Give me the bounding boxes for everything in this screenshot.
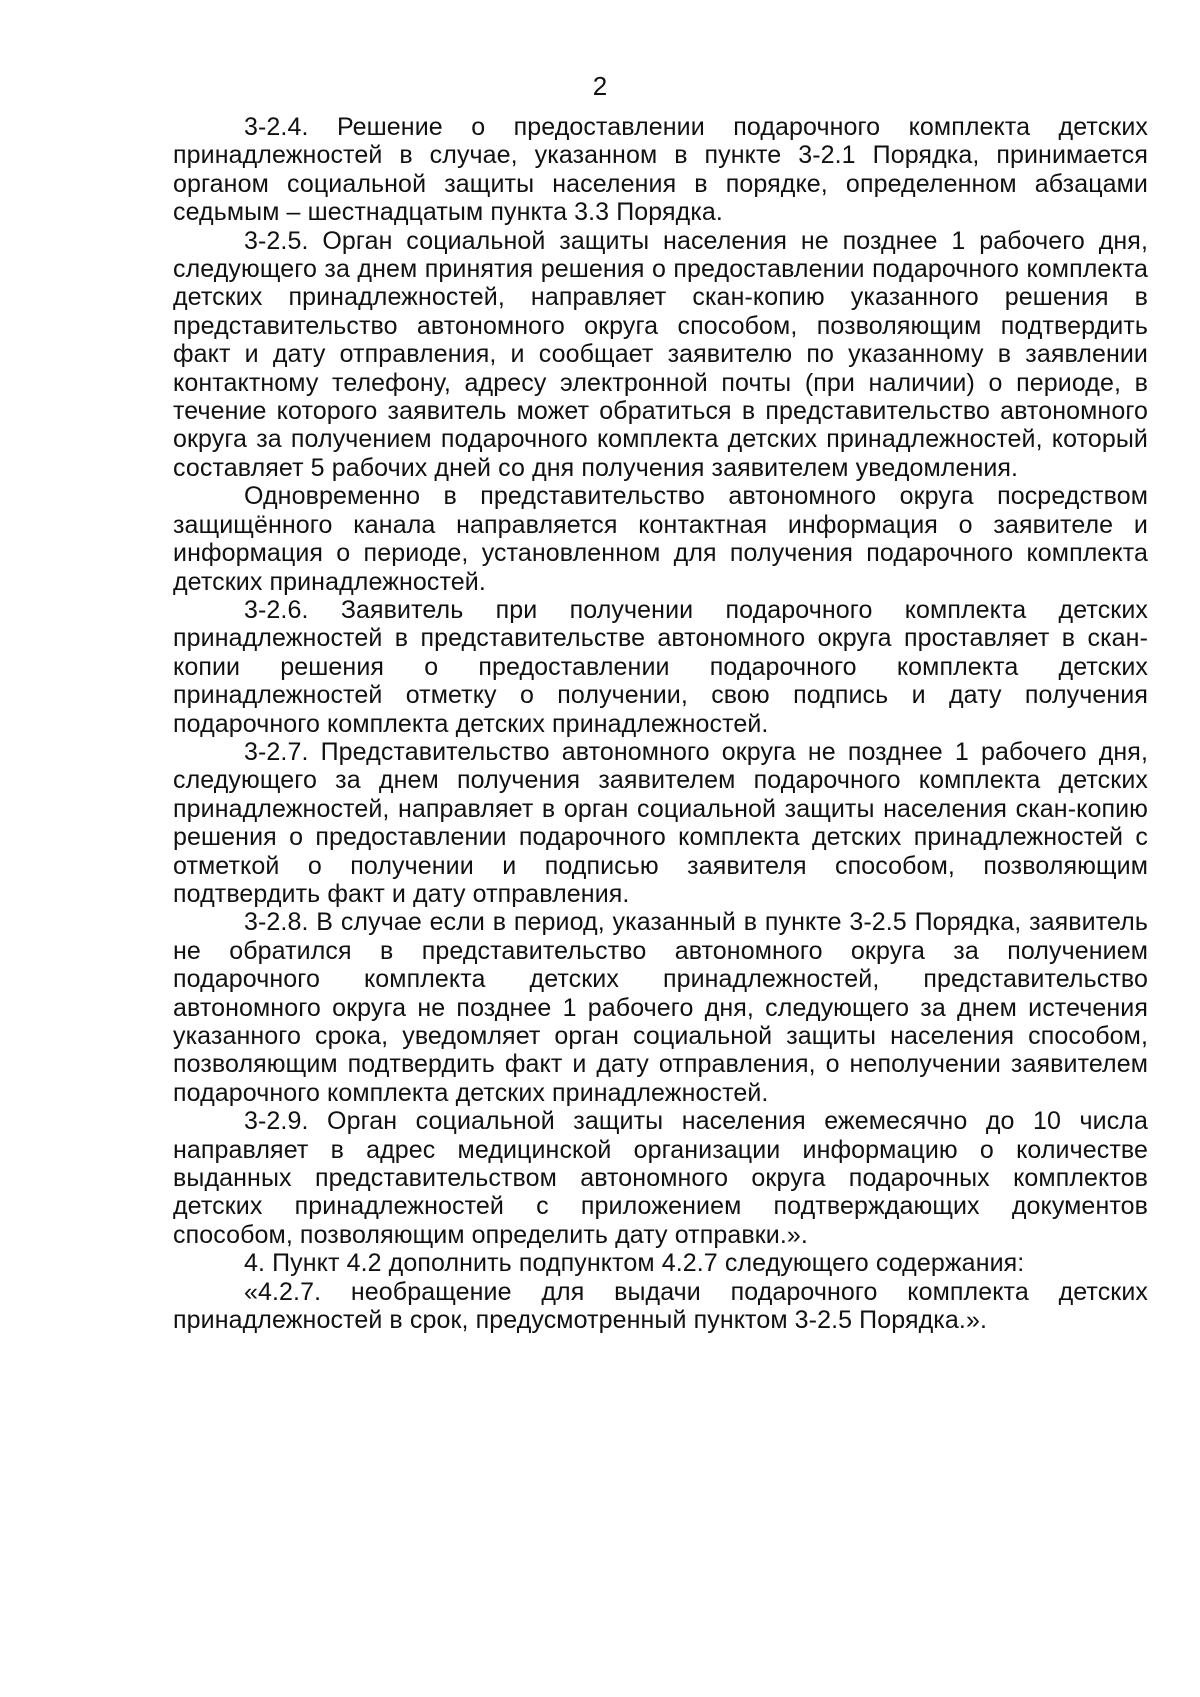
paragraph-simultaneous-notice: Одновременно в представительство автономного округа посредством защищённого канала направляется контактная информация о заявителе и информация о периоде, установленном для получения подарочного комплекта детских принадлежностей. — [173, 482, 1148, 596]
paragraph-3-2-8: 3-2.8. В случае если в период, указанный в пункте 3-2.5 Порядка, заявитель не обратился в представительство автономного округа за получением подарочного комплекта детских принадлежностей, представительство автономного округа не позднее 1 рабочего дня, следующего за днем истечения указанного срока, уведомляет орган социальной защиты населения способом, позволяющим подтвердить факт и дату отправления, о неполучении заявителем подарочного комплекта детских принадлежностей. — [173, 908, 1148, 1107]
paragraph-3-2-7: 3-2.7. Представительство автономного округа не позднее 1 рабочего дня, следующего за днем получения заявителем подарочного комплекта детских принадлежностей, направляет в орган социальной защиты населения скан-копию решения о предоставлении подарочного комплекта детских принадлежностей с отметкой о получении и подписью заявителя способом, позволяющим подтвердить факт и дату отправления. — [173, 737, 1148, 908]
paragraph-4-2-7: «4.2.7. необращение для выдачи подарочного комплекта детских принадлежностей в срок, предусмотренный пунктом 3-2.5 Порядка.». — [173, 1277, 1148, 1335]
document-body — [173, 113, 1148, 1334]
page-number: 2 — [592, 71, 608, 101]
paragraph-3-2-6: 3-2.6. Заявитель при получении подарочного комплекта детских принадлежностей в представительстве автономного округа проставляет в скан-копии решения о предоставлении подарочного комплекта детских принадлежностей отметку о получении, свою подпись и дату получения подарочного комплекта детских принадлежностей. — [173, 595, 1148, 738]
paragraph-3-2-9: 3-2.9. Орган социальной защиты населения ежемесячно до 10 числа направляет в адрес медицинской организации информацию о количестве выданных представительством автономного округа подарочных комплектов детских принадлежностей с приложением подтверждающих документов способом, позволяющим определить дату отправки.». — [173, 1107, 1148, 1249]
paragraph-item-4: 4. Пункт 4.2 дополнить подпунктом 4.2.7 следующего содержания: — [244, 1249, 1025, 1278]
paragraph-3-2-5: 3-2.5. Орган социальной защиты населения не позднее 1 рабочего дня, следующего за днем принятия решения о предоставлении подарочного комплекта детских принадлежностей, направляет скан-копию указанного решения в представительство автономного округа способом, позволяющим подтвердить факт и дату отправления, и сообщает заявителю по указанному в заявлении контактному телефону, адресу электронной почты (при наличии) о периоде, в течение которого заявитель может обратиться в представительство автономного округа за получением подарочного комплекта детских принадлежностей, который составляет 5 рабочих дней со дня получения заявителем уведомления. — [173, 226, 1148, 482]
paragraph-3-2-4: 3-2.4. Решение о предоставлении подарочного комплекта детских принадлежностей в случае, указанном в пункте 3-2.1 Порядка, принимается органом социальной защиты населения в порядке, определенном абзацами седьмым – шестнадцатым пункта 3.3 Порядка. — [173, 113, 1148, 227]
